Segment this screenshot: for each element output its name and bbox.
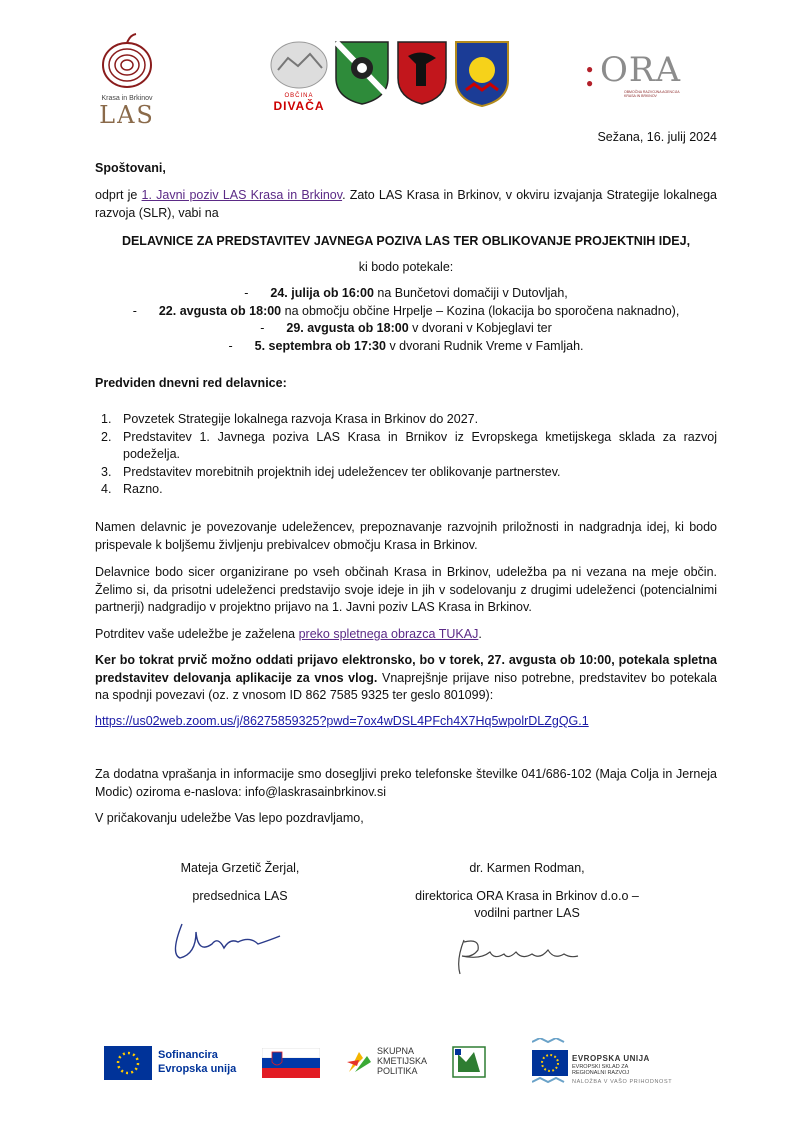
signatory-role: predsednica LAS <box>192 888 288 903</box>
ora-logo <box>586 50 686 104</box>
eu-text-2: Evropska unija <box>158 1063 237 1075</box>
signature-left-icon <box>166 914 286 964</box>
signatory-right <box>396 860 658 923</box>
zoom-link[interactable]: https://us02web.zoom.us/j/86275859325?pwd=7ox4wDSL4PFch4X7Hq5wpolrDLZgQG.1 <box>95 714 589 728</box>
purpose-paragraph: Namen delavnic je povezovanje udeležencev, prepoznavanje razvojnih priložnosti in nadgradnja idej, ki bodo prispevale k boljšemu življenju prebivalcev območju Krasa in Brkinov. <box>95 520 717 552</box>
shield-red-icon <box>396 40 448 106</box>
agenda-title: Predviden dnevni red delavnice: <box>95 376 287 390</box>
skp-text-2: KMETIJSKA <box>377 1056 428 1066</box>
coat-of-arms-3 <box>454 40 510 111</box>
erdf-text-3: REGIONALNI RAZVOJ <box>572 1070 630 1076</box>
signatory-name: dr. Karmen Rodman, <box>469 861 585 875</box>
skp-text-3: POLITIKA <box>377 1066 418 1076</box>
organization-paragraph: Delavnice bodo sicer organizirane po vseh občinah Krasa in Brkinov, udeležba pa ni vezana na meje občin. Želimo si, da prisotni udeleženci predstavijo svoje ideje in jih v sodelovanju z drugimi udeleženci (potencialnimi partnerji) nadgradijo v projektno prijavo na 1. Javni poziv LAS Krasa in Brkinov. <box>95 565 717 614</box>
skp-leaf-icon <box>345 1048 373 1076</box>
list-item: 1. Povzetek Strategije lokalnega razvoja Krasa in Brkinov do 2027. <box>101 412 479 426</box>
coat-of-arms-1 <box>334 40 390 109</box>
signature-right-icon <box>450 930 590 980</box>
registration-paragraph: Potrditev vaše udeležbe je zaželena preko spletnega obrazca TUKAJ. <box>95 627 482 641</box>
las-logo <box>92 32 162 130</box>
leader-logo-icon <box>452 1046 486 1078</box>
zoom-link-line <box>95 713 717 731</box>
las-name: Krasa in Brkinov <box>101 95 153 102</box>
signatory-role-2: vodilni partner LAS <box>474 906 580 920</box>
eu-text-1: Sofinancira <box>158 1049 218 1061</box>
eu-erdf-flag-icon <box>532 1038 568 1086</box>
obcina-name: DIVAČA <box>273 99 325 113</box>
ora-berries-icon: ● ● <box>586 62 594 90</box>
eu-flag-icon <box>104 1046 152 1080</box>
salutation: Spoštovani, <box>95 161 166 175</box>
slovenia-flag-icon <box>262 1048 320 1078</box>
contact-paragraph: Za dodatna vprašanja in informacije smo dosegljivi preko telefonske številke 041/686-102 (Maja Colja in Jerneja Modic) oziroma e-naslova: info@laskrasainbrkinov.si <box>95 767 717 799</box>
online-presentation-paragraph: Ker bo tokrat prvič možno oddati prijavo elektronsko, bo v torek, 27. avgusta ob 10:00, potekala spletna predstavitev delovanja aplikacije za vnos vlog. Vnaprejšnje prijave niso potrebne, predstavitev bo potekala na spodnji povezavi (oz. z vnosom ID 862 7585 9325 ter geslo 801099): <box>95 653 717 702</box>
date-line: Sežana, 16. julij 2024 <box>597 130 717 144</box>
eu-cofinanced-logo <box>104 1046 254 1080</box>
divaca-emblem-icon <box>268 40 330 90</box>
closing-line: V pričakovanju udeležbe Vas lepo pozdravljamo, <box>95 811 364 825</box>
signatory-left <box>140 860 340 905</box>
javni-poziv-link[interactable]: 1. Javni poziv LAS Krasa in Brkinov <box>141 188 343 202</box>
signatory-name: Mateja Grzetič Žerjal, <box>180 861 300 875</box>
workshop-item: - 22. avgusta ob 18:00 na območju občine Hrpelje – Kozina (lokacija bo sporočena naknadno), <box>132 303 680 318</box>
workshop-item: - 5. septembra ob 17:30 v dvorani Rudnik Vreme v Famljah. <box>228 338 584 353</box>
subline: ki bodo potekale: <box>358 260 454 274</box>
obcina-top: OBČINA <box>284 93 314 99</box>
workshop-list <box>95 285 717 355</box>
obcina-divaca-logo <box>268 40 330 113</box>
ora-subtitle: OBMOČNA RAZVOJNA AGENCIJA KRASA IN BRKINOV <box>624 90 680 98</box>
erdf-text-1: EVROPSKA UNIJA <box>572 1054 650 1063</box>
agenda-list <box>95 411 717 499</box>
headline: DELAVNICE ZA PREDSTAVITEV JAVNEGA POZIVA LAS TER OBLIKOVANJE PROJEKTNIH IDEJ, <box>121 234 691 248</box>
eu-erdf-logo <box>532 1038 682 1090</box>
workshop-item: - 24. julija ob 16:00 na Bunčetovi domačiji v Dutovljah, <box>244 286 568 300</box>
skp-text-1: SKUPNA <box>377 1046 415 1056</box>
coat-of-arms-2 <box>396 40 448 109</box>
las-abbr: LAS <box>99 101 155 129</box>
las-apple-icon <box>92 32 162 92</box>
signatory-role: direktorica ORA Krasa in Brkinov d.o.o – <box>415 888 639 903</box>
shield-wheel-icon <box>334 40 390 106</box>
list-item: 2. Predstavitev 1. Javnega poziva LAS Krasa in Brnikov iz Evropskega kmetijskega sklada za razvoj podeželja. <box>101 429 717 461</box>
erdf-text-4: NALOŽBA V VAŠO PRIHODNOST <box>572 1079 673 1085</box>
list-item: 4. Razno. <box>101 482 163 496</box>
erdf-text-2: EVROPSKI SKLAD ZA <box>572 1064 629 1070</box>
ora-name: ORA <box>600 50 682 90</box>
registration-form-link[interactable]: preko spletnega obrazca TUKAJ <box>298 627 479 641</box>
list-item: 3. Predstavitev morebitnih projektnih idej udeležencev ter oblikovanje partnerstev. <box>101 464 561 479</box>
skp-logo <box>345 1044 435 1084</box>
intro-paragraph: odprt je 1. Javni poziv LAS Krasa in Brkinov. Zato LAS Krasa in Brkinov, v okviru izvajanja Strategije lokalnega razvoja (SLR), vabi na <box>95 188 717 220</box>
shield-sun-icon <box>454 40 510 108</box>
workshop-item: - 29. avgusta ob 18:00 v dvorani v Kobjeglavi ter <box>260 321 552 335</box>
